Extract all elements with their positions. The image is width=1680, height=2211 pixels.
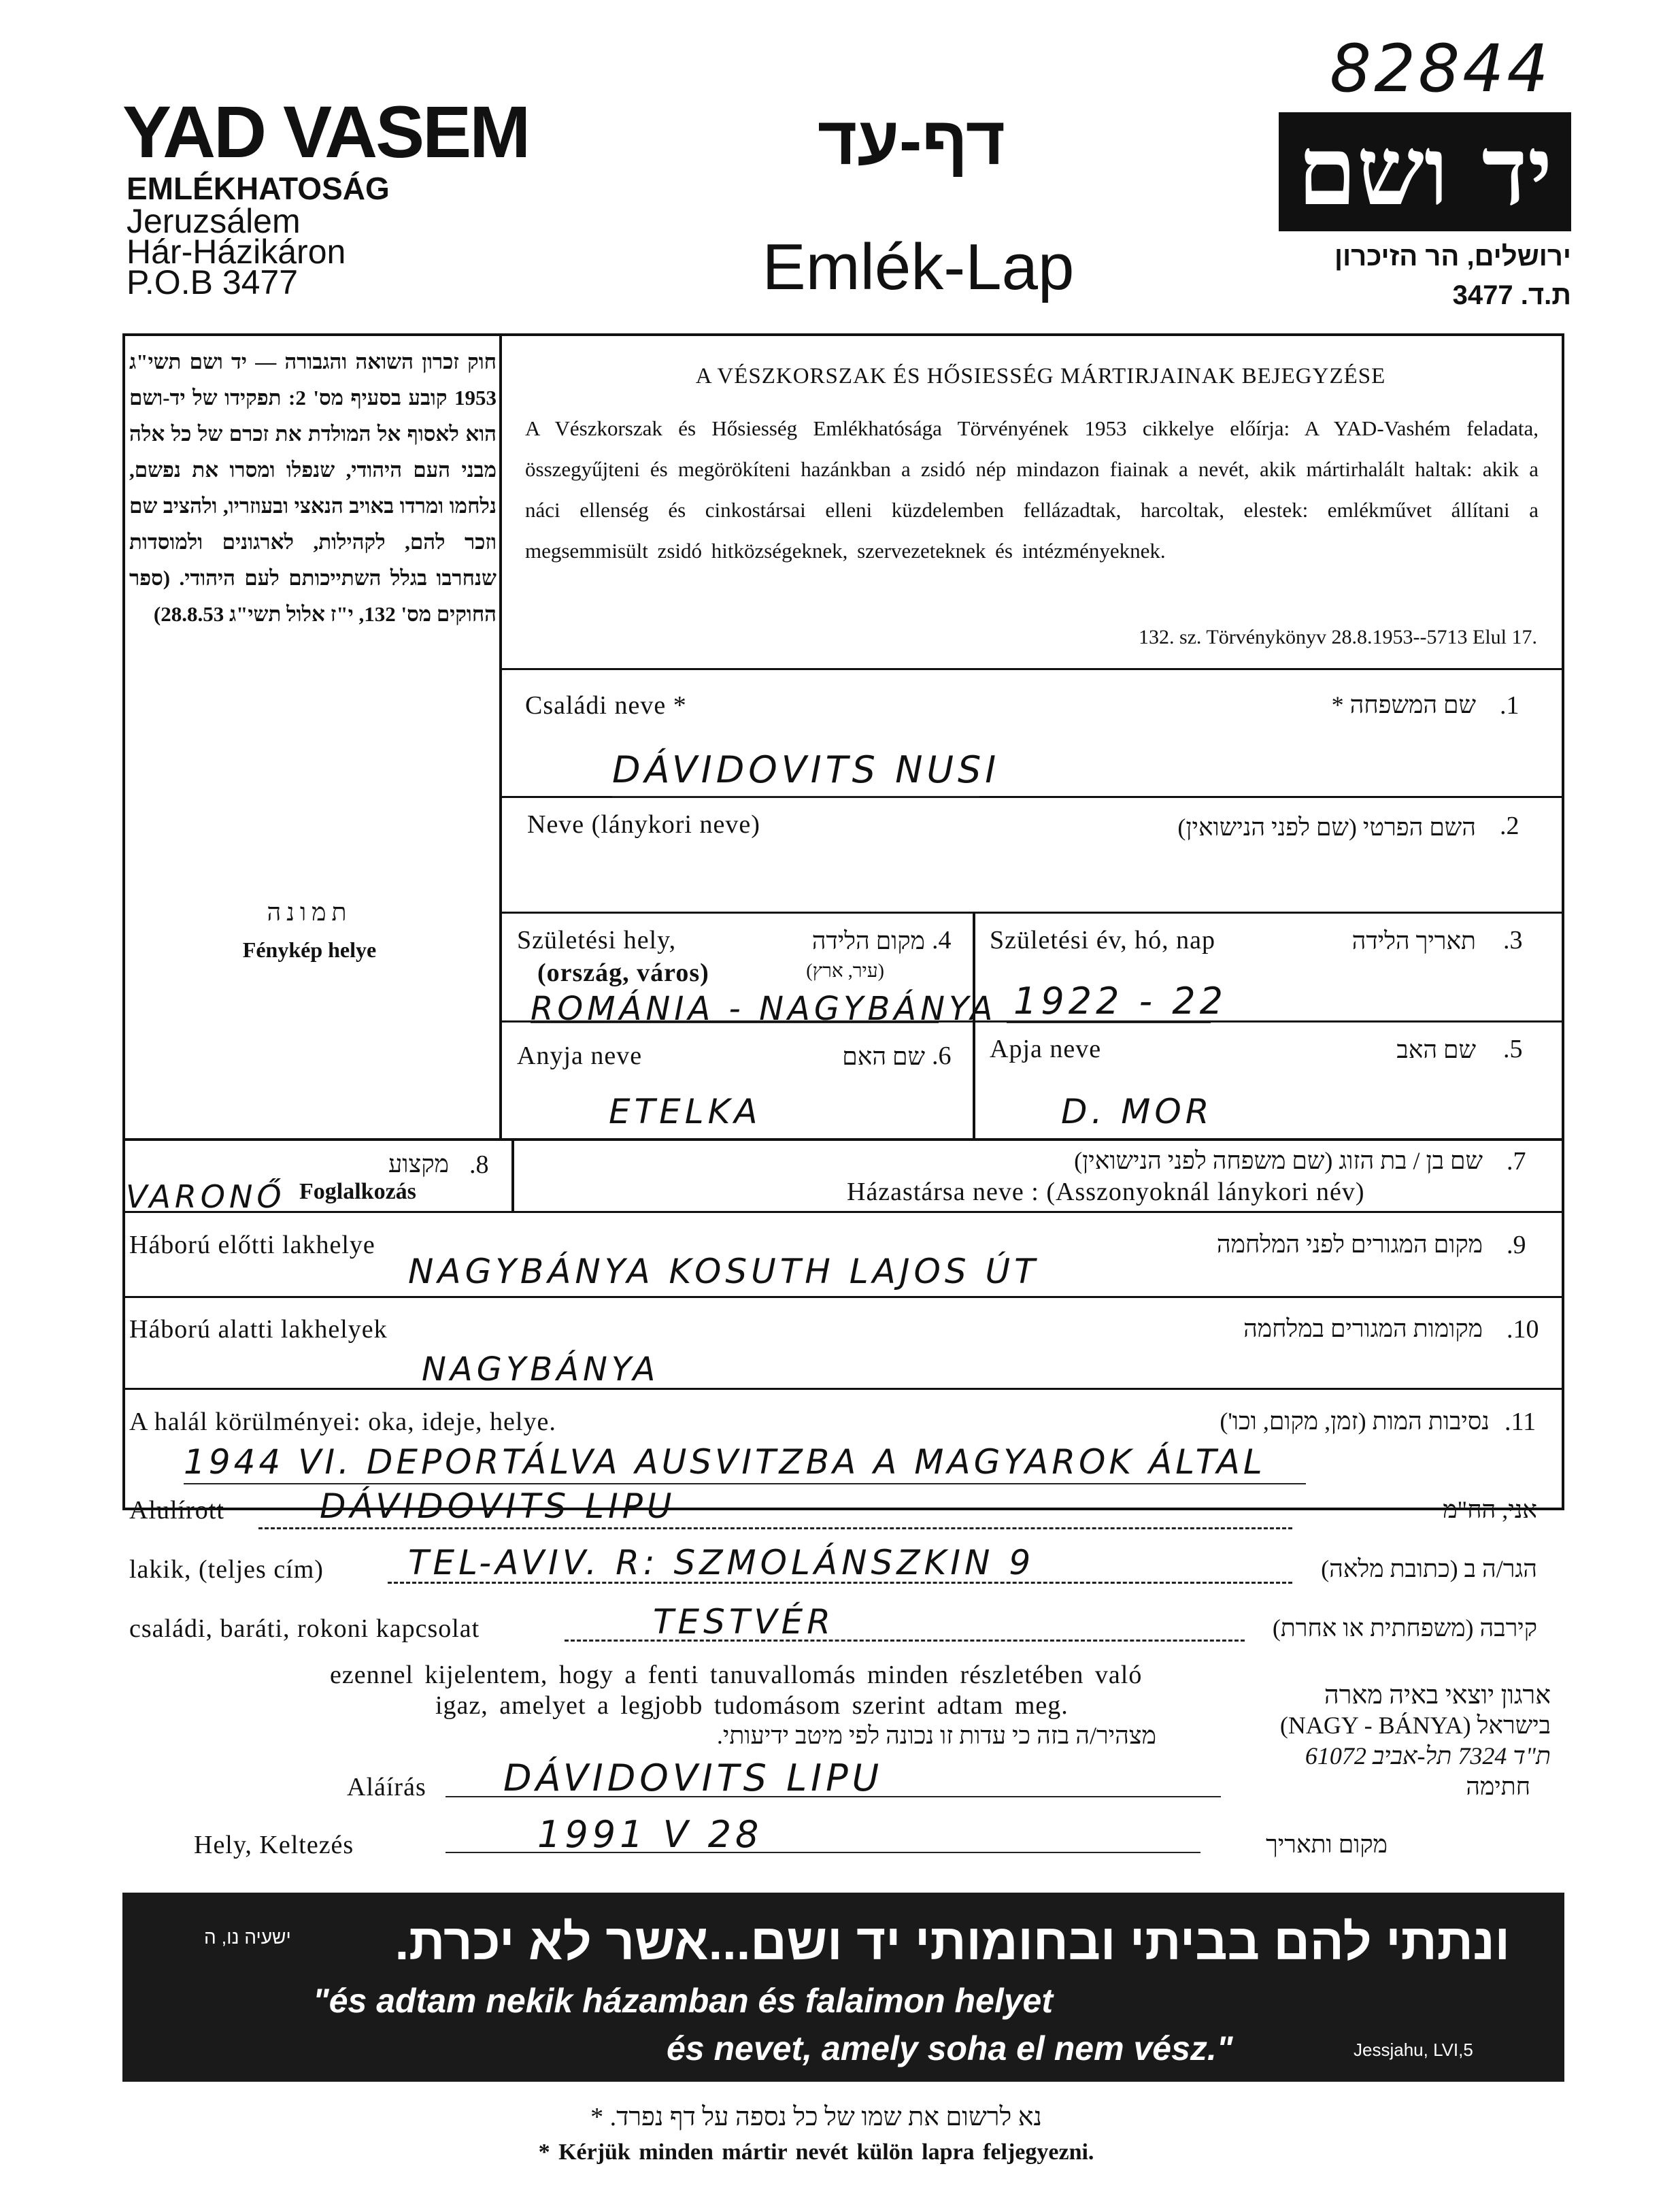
field-10-value[interactable]: NAGYBÁNYA <box>422 1350 660 1389</box>
field-5-value[interactable]: D. MOR <box>1061 1092 1213 1131</box>
field-7-hebrew: שם בן / בת הזוג (שם משפחה לפני הנישואין) <box>1074 1147 1483 1174</box>
field-11-hebrew: נסיבות המות (זמן, מקום, וכו') <box>1220 1408 1490 1435</box>
field-8-number: .8 <box>469 1150 489 1179</box>
field-4-hebrew: מקום הלידה <box>811 927 925 954</box>
undersigned-value[interactable]: DÁVIDOVITS LIPU <box>320 1486 676 1526</box>
row-78-bottom <box>122 1211 1564 1213</box>
address-line <box>388 1582 1292 1584</box>
field-8-hebrew: מקצוע <box>388 1150 449 1178</box>
signature-value[interactable]: DÁVIDOVITS LIPU <box>503 1757 884 1799</box>
statement-line-2: igaz, amelyet a legjobb tudomásom szerint adtam meg. <box>435 1691 1069 1720</box>
row-9-bottom <box>122 1296 1564 1298</box>
banner-hebrew: ונתתי להם בביתי ובחומותי יד ושם...אשר לא יכרת. <box>394 1914 1510 1970</box>
photo-label: Fénykép helye <box>242 937 377 962</box>
hebrew-pob: ת.ד. 3477 <box>1452 280 1571 310</box>
banner-line-1: "és adtam nekik házamban és falaimon helyet <box>313 1982 1054 2020</box>
relation-value[interactable]: TESTVÉR <box>653 1602 835 1642</box>
law-section-bottom <box>499 668 1564 670</box>
law-body: A Vészkorszak és Hősiesség Emlékhatósága Törvényének 1953 cikkelye előírja: A YAD-Vashém feladata, összegyűjteni és megörökíteni hazánkban a zsidó nép mindazon fiainak a nevét, akik mártirhalált haltak: akik a náci ellenség és cinkostársai elleni küzdelemben fellázadtak, harcoltak, elestek: emlékművet állítani a megsemmisült zsidó hitközségeknek, szervezeteknek és intézményeknek. <box>525 416 1539 563</box>
field-3-underline <box>1007 1022 1211 1023</box>
field-4-hebrew-sub: (עיר, ארץ) <box>806 961 884 982</box>
law-reference: 132. sz. Törvénykönyv 28.8.1953--5713 Elul 17. <box>1138 626 1537 648</box>
field-6-number: .6 <box>932 1042 952 1070</box>
signature-label: Aláírás <box>347 1773 426 1801</box>
field-8-label: Foglalkozás <box>299 1179 416 1204</box>
law-text-hebrew: חוק זכרון השואה והגבורה — יד ושם תשי"ג 1953 קובע בסעיף מס' 2: תפקידו של יד-ושם הוא לאסוף אל המולדת את זכרם של כל אלה מבני העם היהודי, שנפלו ומסרו את נפשם, נלחמו ומרדו באויב הנאצי ובעוזריו, ולהציב שם וזכר להם, לקהילות, לארגונים ולמוסדות שנחרבו בגלל השתייכותם לעם היהודי. (ספר החוקים מס' 132, י"ז אלול תשי"ג 28.8.53) <box>129 350 497 626</box>
hebrew-address: ירושלים, הר הזיכרון <box>1334 242 1571 271</box>
field-4-sublabel: (ország, város) <box>537 959 709 987</box>
field-2-label: Neve (lánykori neve) <box>527 810 760 839</box>
quote-banner <box>122 1893 1564 2082</box>
signature-hebrew: חתימה <box>1466 1773 1530 1800</box>
field-2-number: .2 <box>1500 812 1519 840</box>
address-hebrew: הגר/ה ב (כתובת מלאה) <box>1321 1555 1537 1582</box>
frame-top <box>122 333 1564 336</box>
left-column-divider <box>499 333 502 1140</box>
field-9-label: Háború előtti lakhelye <box>129 1231 375 1259</box>
field-11-value[interactable]: 1944 VI. DEPORTÁLVA AUSVITZBA A MAGYAROK ÁLTAL <box>184 1442 1266 1482</box>
field-3-hebrew: תאריך הלידה <box>1351 927 1476 954</box>
photo-label-hebrew: תמונה <box>267 899 352 926</box>
field-11-underline <box>184 1483 1306 1484</box>
place-date-hebrew: מקום ותאריך <box>1266 1831 1388 1858</box>
field-3-number: .3 <box>1503 926 1523 954</box>
yad-vashem-logo: יד ושם <box>1279 112 1571 231</box>
address-line-3: P.O.B 3477 <box>127 263 299 301</box>
place-date-line <box>446 1852 1200 1853</box>
field-9-hebrew: מקום המגורים לפני המלחמה <box>1216 1231 1483 1258</box>
field-1-number: .1 <box>1500 691 1519 720</box>
field-11-number: .11 <box>1505 1408 1536 1436</box>
serial-number: 82844 <box>1330 31 1551 107</box>
frame-right <box>1562 333 1564 1510</box>
field-4-label: Születési hely, <box>517 926 677 954</box>
field-8-value[interactable]: VARONŐ <box>126 1178 286 1215</box>
org-name: YAD VASEM <box>122 90 529 173</box>
stamp-line-1: ארגון יוצאי באיה מארה <box>1324 1681 1551 1710</box>
field-9-value[interactable]: NAGYBÁNYA KOSUTH LAJOS ÚT <box>408 1252 1039 1291</box>
relation-line <box>565 1640 1245 1642</box>
form-title: Emlék-Lap <box>762 231 1075 303</box>
field-1-hebrew: שם המשפחה * <box>1331 691 1476 718</box>
undersigned-label: Alulírott <box>129 1496 224 1525</box>
row-56-bottom <box>122 1138 1564 1141</box>
undersigned-line <box>258 1527 1292 1529</box>
field-5-number: .5 <box>1503 1035 1523 1063</box>
row-10-bottom <box>122 1388 1564 1390</box>
field-1-underline <box>612 796 979 797</box>
undersigned-hebrew: אני, הח"מ <box>1443 1496 1537 1523</box>
field-7-label: Házastársa neve : (Asszonyoknál lánykori név) <box>847 1178 1365 1206</box>
stamp-line-3: ת"ד 7324 תל-אביב 61072 <box>1305 1742 1551 1769</box>
field-1-value[interactable]: DÁVIDOVITS NUSI <box>612 748 1001 791</box>
field-2-value[interactable] <box>612 857 1428 898</box>
address-line-2: Hár-Házikáron <box>127 233 346 271</box>
field-7-number: .7 <box>1507 1147 1526 1176</box>
row-2-bottom <box>499 912 1564 914</box>
field-6-value[interactable]: ETELKA <box>609 1092 762 1131</box>
row-78-divider <box>511 1138 514 1213</box>
field-2-hebrew: השם הפרטי (שם לפני הנישואין) <box>1177 814 1476 841</box>
law-title: A VÉSZKORSZAK ÉS HŐSIESSÉG MÁRTIRJAINAK BEJEGYZÉSE <box>695 364 1386 388</box>
banner-hebrew-ref: ישעיה נו, ה <box>204 1927 291 1948</box>
footer-note: * Kérjük minden mártir nevét külön lapra feljegyezni. <box>538 2140 1094 2165</box>
field-6-label: Anyja neve <box>517 1042 643 1070</box>
field-10-label: Háború alatti lakhelyek <box>129 1315 388 1344</box>
field-9-number: .9 <box>1507 1231 1526 1259</box>
field-11-label: A halál körülményei: oka, ideje, helye. <box>129 1408 556 1436</box>
banner-line-2: és nevet, amely soha el nem vész." <box>667 2029 1233 2067</box>
footer-hebrew-note: נא לרשום את שמו של כל נספה על דף נפרד. * <box>590 2103 1042 2131</box>
banner-ref: Jessjahu, LVI,5 <box>1354 2040 1473 2060</box>
field-4-underline <box>531 1022 939 1023</box>
hebrew-title: דף-עד <box>817 103 1006 179</box>
org-subtitle: EMLÉKHATOSÁG <box>127 171 390 206</box>
place-date-label: Hely, Keltezés <box>194 1831 354 1859</box>
field-10-hebrew: מקומות המגורים במלחמה <box>1243 1315 1483 1342</box>
address-value[interactable]: TEL-AVIV. R: SZMOLÁNSZKIN 9 <box>408 1543 1035 1582</box>
field-1-label: Családi neve * <box>525 691 687 720</box>
field-10-number: .10 <box>1507 1315 1539 1344</box>
field-3-value[interactable]: 1922 - 22 <box>1013 980 1227 1023</box>
field-6-hebrew: שם האם <box>842 1043 925 1070</box>
stamp-line-2: בישראל (NAGY - BÁNYA) <box>1279 1712 1551 1739</box>
field-4-value[interactable]: ROMÁNIA - NAGYBÁNYA <box>531 990 997 1028</box>
address-label: lakik, (teljes cím) <box>129 1555 324 1584</box>
field-3-label: Születési év, hó, nap <box>990 926 1215 954</box>
field-5-label: Apja neve <box>990 1035 1102 1063</box>
statement-line-1: ezennel kijelentem, hogy a fenti tanuvallomás minden részletében való <box>330 1661 1143 1689</box>
field-4-number: .4 <box>932 926 952 954</box>
field-5-hebrew: שם האב <box>1396 1036 1476 1063</box>
statement-hebrew: מצהיר/ה בזה כי עדות זו נכונה לפי מיטב ידיעותי. <box>716 1722 1156 1749</box>
place-date-value[interactable]: 1991 V 28 <box>537 1813 763 1856</box>
relation-label: családi, baráti, rokoni kapcsolat <box>129 1614 480 1643</box>
address-line-1: Jeruzsálem <box>127 202 301 240</box>
relation-hebrew: קירבה (משפחתית או אחרת) <box>1272 1614 1537 1642</box>
